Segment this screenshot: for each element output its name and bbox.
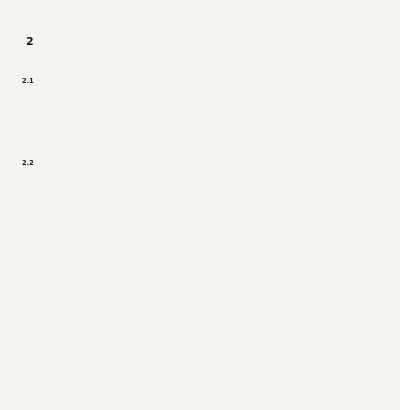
subsection-2-1-heading (22, 76, 382, 86)
page-number (0, 394, 400, 402)
subsection-2-1-paragraph (22, 127, 382, 137)
subsection-2-2-paragraph (22, 184, 382, 194)
section-number: 2 (26, 35, 34, 48)
subsection-2-1-paragraph (22, 102, 382, 112)
section-lead-paragraph (22, 58, 382, 68)
section-title (42, 32, 50, 45)
subsection-2-1-paragraph (22, 140, 382, 150)
section-heading (26, 32, 382, 48)
subsection-2-1-number: 2.1 (22, 77, 34, 85)
subsection-2-2-paragraph (22, 210, 382, 220)
subsection-2-2-number: 2.2 (22, 159, 34, 167)
subsection-2-2-heading (22, 158, 382, 168)
subsection-2-2-item (34, 172, 382, 182)
intro-paragraph (22, 10, 382, 20)
subsection-2-1-item (34, 115, 382, 125)
subsection-2-2-paragraph (22, 197, 382, 207)
subsection-2-1-item (34, 90, 382, 100)
